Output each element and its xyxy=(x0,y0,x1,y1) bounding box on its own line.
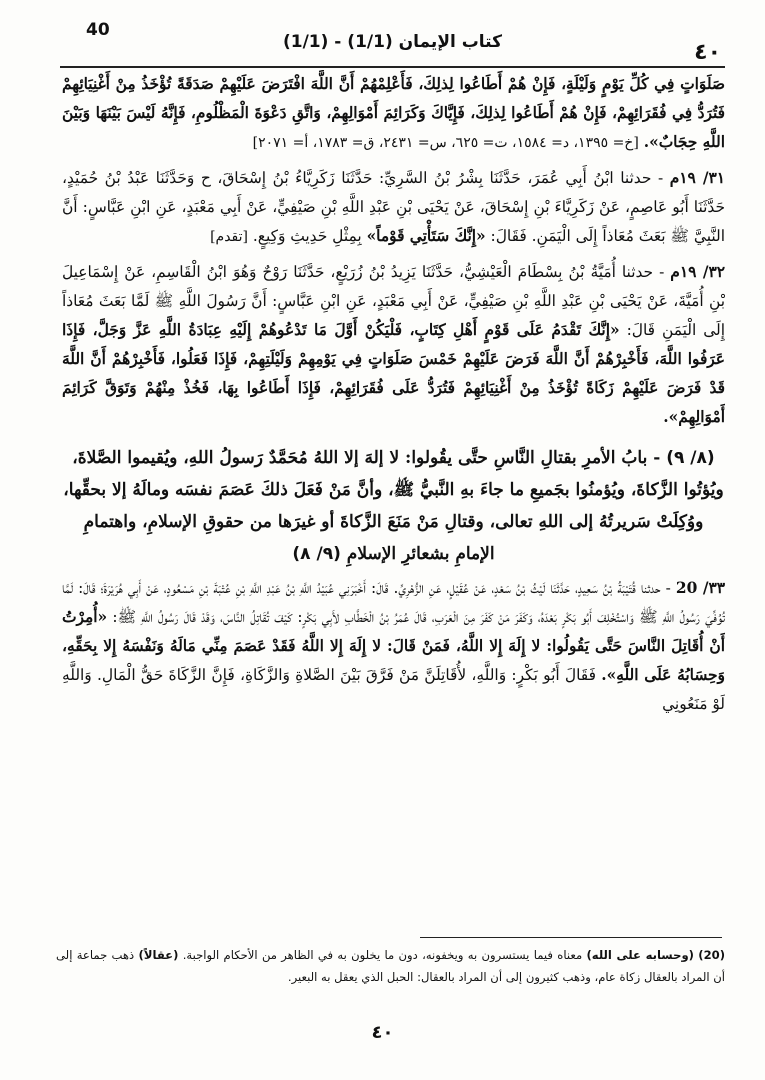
main-text xyxy=(62,70,725,925)
footnote-explanation: ذهب جماعة إلى أن المراد بالعقال زكاة عام، وذهب كثيرون إلى أن المراد بالعقال: الحبل الذي يعقل به البعير. xyxy=(56,948,725,984)
hadith-matn: «أُمِرْتُ أَنْ أُقَاتِلَ النَّاسَ حَتَّى يَقُولُوا: لا إِلَهَ إِلا اللَّهُ، فَمَنْ قَالَ: لا إِلَهَ إِلا اللَّهُ فَقَدْ عَصَمَ مِنِّي مَالَهُ وَنَفْسَهُ إِلا بِحَقِّهِ، وَحِسَابُهُ عَلَى اللَّهِ». xyxy=(62,608,725,684)
hadith-text: صَلَوَاتٍ فِي كُلِّ يَوْمٍ وَلَيْلَةٍ، فَإِنْ هُمْ أَطَاعُوا لِذلِكَ، فَأَعْلِمْهُمْ أَنَّ اللَّهَ افْتَرَضَ عَلَيْهِمْ صَدَقَةً تُؤْخَذُ مِنْ أَغْنِيَائِهِمْ فَتُرَدُّ فِي فُقَرَائِهِمْ، فَإِنْ هُمْ أَطَاعُوا لِذلِكَ، فَإِيَّاكَ وَكَرَائِمَ أَمْوَالِهِمْ، وَاتَّقِ دَعْوَةَ الْمَظْلُومِ، فَإِنَّهُ لَيْسَ بَيْنَهَا وَبَيْنَ اللَّهِ حِجَابٌ». xyxy=(62,75,725,151)
hadith-matn: «إِنَّكَ تَقْدَمُ عَلَى قَوْمٍ أَهْلِ كِتَابٍ، فَلْيَكُنْ أَوَّلَ مَا تَدْعُوهُمْ إِلَيْهِ عِبَادَةُ اللَّهِ عَزَّ وَجَلَّ، فَإِذَا عَرَفُوا اللَّهَ، فَأَخْبِرْهُمْ أَنَّ اللَّهَ فَرَضَ عَلَيْهِمْ خَمْسَ صَلَوَاتٍ فِي يَوْمِهِمْ وَلَيْلَتِهِمْ، فَإِذَا فَعَلُوا، فَأَخْبِرْهُمْ أَنَّ اللَّهَ قَدْ فَرَضَ عَلَيْهِمْ زَكَاةً تُؤْخَذُ مِنْ أَغْنِيَائِهِمْ فَتُرَدُّ عَلَى فُقَرَائِهِمْ، فَإِذَا أَطَاعُوا بِهَا، فَخُذْ مِنْهُمْ وَتَوَقَّ كَرَائِمَ أَمْوَالِهِمْ». xyxy=(62,321,725,426)
header-page-number-arabic: ٤٠ xyxy=(694,40,721,65)
chapter-number: (٨/ ٩) xyxy=(666,448,715,468)
chapter-number-end: (٩/ ٨) xyxy=(292,544,341,564)
footer-page-number: ٤٠ xyxy=(371,1022,394,1043)
hadith-number: ٣٣/ 20 xyxy=(675,579,725,597)
footnote-separator xyxy=(420,937,722,938)
hadith-tail: فَقَالَ أَبُو بَكْرٍ: وَاللَّهِ، لأُقَاتِلَنَّ مَنْ فَرَّقَ بَيْنَ الصَّلاةِ وَالزَّكَاةِ، فَإِنَّ الزَّكَاةَ حَقُّ الْمَالِ. وَاللَّهِ لَوْ مَنَعُونِي xyxy=(62,666,725,713)
chapter-title: - بابُ الأمرِ بقتالِ النَّاسِ حتَّى يقُولوا: لا إلهَ إلا اللهُ مُحَمَّدٌ رَسولُ اللهِ، ويُقيموا الصَّلاةَ، ويُؤتُوا الزَّكاةَ، ويُؤمنُوا بجَميعِ ما جاءَ بهِ النَّبيُّ ﷺ، وأنَّ مَنْ فَعَلَ ذلكَ عَصَمَ نفسَه ومالَهُ إلا بحقِّها، ووُكِلَتْ سَريرتُهُ إلى اللهِ تعالى، وقتالِ مَنْ مَنَعَ الزَّكاةَ أو غيرَها من حقوقِ الإسلامِ، واهتمامِ الإمامِ بشعائرِ الإسلامِ xyxy=(63,448,724,564)
footnotes xyxy=(56,944,725,988)
footnote-explanation: معناه فيما يستسرون به ويخفونه، دون ما يخلون به في الظاهر من الأحكام الواجبة. xyxy=(182,948,583,962)
running-title: (1/1) - كتاب الإيمان (1/1) xyxy=(282,32,503,52)
hadith-matn: «إِنَّكَ سَتَأْتِي قَوْماً» xyxy=(366,227,486,245)
hadith-31 xyxy=(62,164,725,252)
hadith-isnad: - حدثنا قُتَيْبَةُ بْنُ سَعِيدٍ، حَدَّثَنَا لَيْثُ بْنُ سَعْدٍ، عَنْ عُقَيْلٍ، عَنِ الزُّهْرِيِّ. قَالَ: أَخْبَرَنِي عُبَيْدُ اللَّهِ بْنُ عَبْدِ اللَّهِ بْنِ عُتْبَةَ بْنِ مَسْعُودٍ، عَنْ أَبِي هُرَيْرَةَ؛ قَالَ: لَمَّا تُوُفِّيَ رَسُولُ اللَّهِ ﷺ وَاسْتُخْلِفَ أَبُو بَكْرٍ بَعْدَهُ، وَكَفَرَ مَنْ كَفَرَ مِنَ الْعَرَبِ، قَالَ عُمَرُ بْنُ الْخَطَّابِ لأَبِي بَكْرٍ: كَيْفَ تُقَاتِلُ النَّاسَ، وَقَدْ قَالَ رَسُولُ اللَّهِ ﷺ: xyxy=(62,579,725,626)
hadith-33 xyxy=(62,574,725,719)
hadith-number: ٣١/ ١٩م xyxy=(669,169,725,187)
chapter-heading xyxy=(62,442,725,570)
page-header xyxy=(60,14,725,68)
hadith-isnad: - حدثنا أُمَيَّةُ بْنُ بِسْطَامَ الْعَيْشِيُّ، حَدَّثَنَا يَزِيدُ بْنُ زُرَيْعٍ، حَدَّثَنَا رَوْحٌ وَهُوَ ابْنُ الْقَاسِمِ، عَنْ إِسْمَاعِيلَ بْنِ أُمَيَّةَ، عَنْ يَحْيَى بْنِ عَبْدِ اللَّهِ بْنِ صَيْفِيٍّ، عَنْ أَبِي مَعْبَدٍ، عَنِ ابْنِ عَبَّاسٍ: أَنَّ رَسُولَ اللَّهِ ﷺ لَمَّا بَعَثَ مُعَاذاً إِلَى الْيَمَنِ قَالَ: xyxy=(62,263,725,339)
takhrij-reference: [تقدم] xyxy=(210,229,248,245)
hadith-isnad: - حدثنا ابْنُ أَبِي عُمَرَ، حَدَّثَنَا بِشْرُ بْنُ السَّرِيِّ: حَدَّثَنَا زَكَرِيَّاءُ بْنُ إِسْحَاقَ، ح وَحَدَّثَنَا عَبْدُ بْنُ حُمَيْدٍ، حَدَّثَنَا أَبُو عَاصِمٍ، عَنْ زَكَرِيَّاءَ بْنِ إِسْحَاقَ، عَنْ يَحْيَى بْنِ عَبْدِ اللَّهِ بْنِ صَيْفِيٍّ، عَنْ أَبِي مَعْبَدٍ، عَنِ ابْنِ عَبَّاسٍ: أَنَّ النَّبِيَّ ﷺ بَعَثَ مُعَاذاً إِلَى الْيَمَنِ. فَقَالَ: xyxy=(62,169,725,245)
hadith-32 xyxy=(62,258,725,432)
hadith-number: ٣٢/ ١٩م xyxy=(670,263,725,281)
hadith-tail: بِمِثْلِ حَدِيثِ وَكِيعٍ. xyxy=(252,227,362,245)
hadith-continuation xyxy=(62,70,725,158)
footnote-term: (عقالاً) xyxy=(138,948,179,962)
footnote-number: (20) xyxy=(698,948,726,962)
takhrij-reference: [خ= ١٣٩٥، د= ١٥٨٤، ت= ٦٢٥، س= ٢٤٣١، ق= ١٧٨٣، أ= ٢٠٧١] xyxy=(252,135,639,151)
header-page-number-latin: 40 xyxy=(86,20,110,40)
footnote-term: (وحسابه على الله) xyxy=(586,948,694,962)
